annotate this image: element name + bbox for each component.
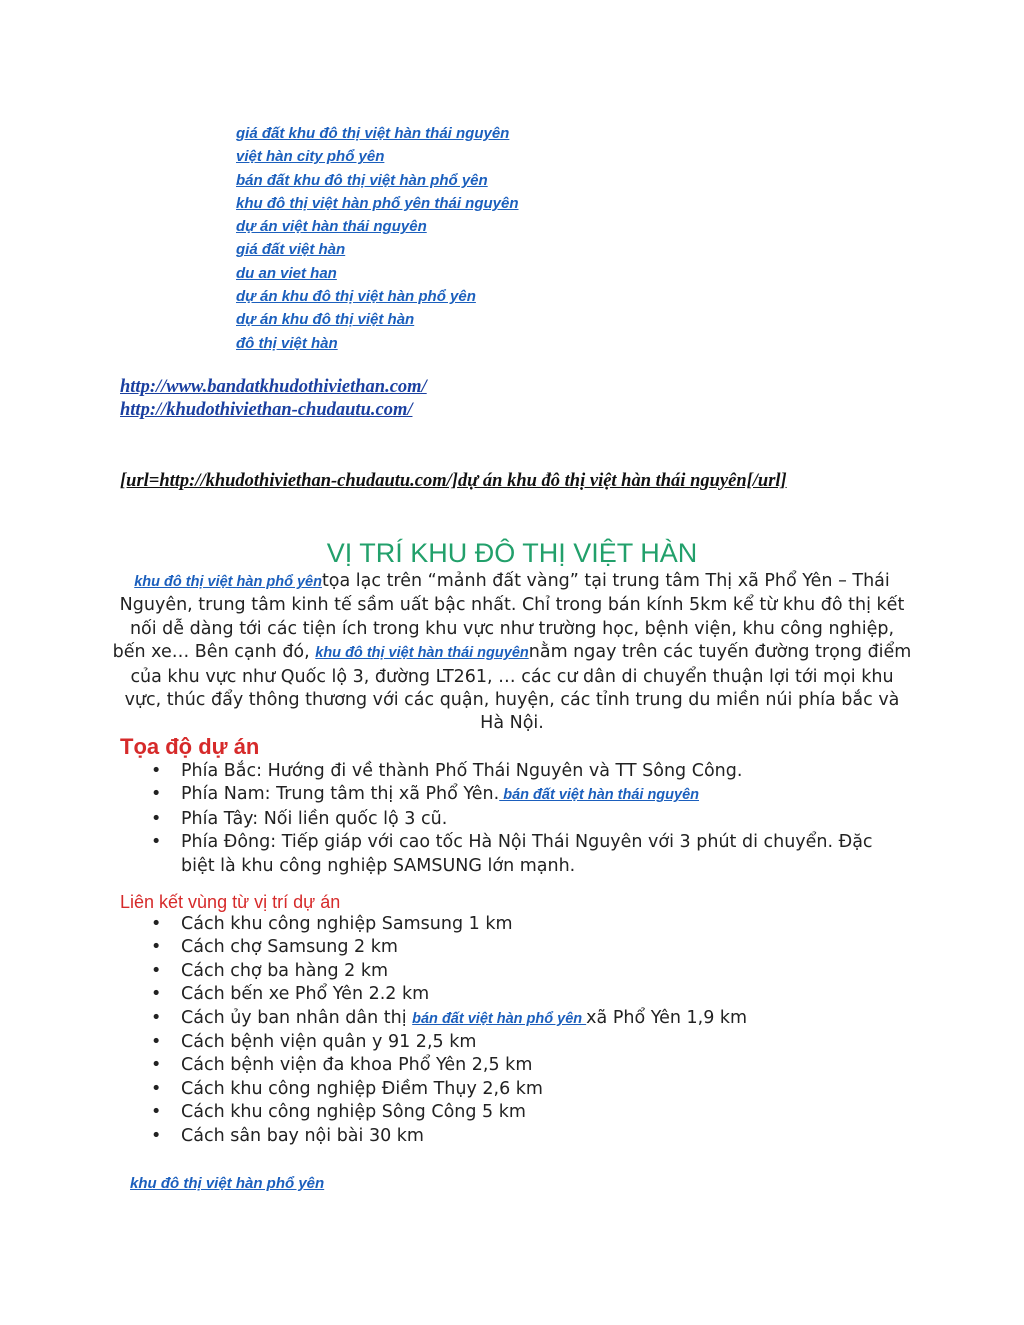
keyword-link-list (236, 122, 519, 355)
list-item (151, 783, 901, 807)
bullet-icon: • (151, 914, 162, 934)
list-item (236, 262, 519, 285)
inline-link[interactable]: bán đất việt hàn thái nguyên (499, 787, 700, 804)
intro-paragraph (112, 570, 912, 736)
footer-link-wrap (130, 1173, 324, 1195)
list-item (151, 831, 901, 878)
list-item (236, 192, 519, 215)
list-item-text: Cách khu công nghiệp Sông Công 5 km (181, 1102, 526, 1123)
bullet-icon: • (151, 960, 162, 981)
list-item (151, 983, 901, 1006)
paragraph-text: nằm ngay trên các tuyến đường trọng điểm của khu vực như Quốc lộ 3, đường LT261, … các cư dân di chuyển thuận lợi tới mọi khu vực, thúc đẩy thông thương với các quận, huyện, các tỉnh trung du miền núi phía bắc và Hà Nội. (124, 642, 912, 734)
list-item-text: Phía Nam: Trung tâm thị xã Phổ Yên. (181, 784, 500, 805)
bullet-icon: • (151, 984, 162, 1005)
list-item-text: Phía Tây: Nối liền quốc lộ 3 cũ. (181, 808, 448, 829)
keyword-link[interactable]: khu đô thị việt hàn phổ yên thái nguyên (236, 194, 519, 212)
distance-list (151, 913, 901, 1148)
keyword-link[interactable]: dự án khu đô thị việt hàn phổ yên (236, 288, 476, 306)
inline-link[interactable]: khu đô thị việt hàn thái nguyên (315, 645, 529, 662)
keyword-link[interactable]: giá đất khu đô thị việt hàn thái nguyên (236, 125, 510, 142)
list-item (236, 308, 519, 331)
bullet-icon: • (151, 1032, 162, 1053)
bullet-icon: • (151, 808, 162, 829)
list-item (151, 1054, 901, 1077)
bullet-icon: • (151, 784, 162, 805)
website-url-link[interactable]: http://khudothiviethan-chudautu.com/ (120, 400, 413, 420)
list-item-text: Cách sân bay nội bài 30 km (181, 1125, 424, 1146)
keyword-link[interactable]: du an viet han (236, 264, 337, 282)
bullet-icon: • (151, 937, 162, 958)
keyword-link[interactable]: đô thị việt hàn (236, 334, 338, 352)
list-item (236, 169, 519, 192)
region-heading: Liên kết vùng từ vị trí dự án (120, 892, 341, 912)
inline-link[interactable]: bán đất việt hàn phổ yên (412, 1010, 587, 1027)
list-item-text: Cách bến xe Phổ Yên 2.2 km (181, 984, 430, 1005)
bullet-icon: • (151, 1125, 162, 1146)
list-item (236, 215, 519, 238)
list-item (151, 1101, 901, 1124)
bullet-icon: • (151, 1102, 162, 1123)
list-item-text: Cách khu công nghiệp Điềm Thụy 2,6 km (181, 1078, 543, 1099)
bullet-icon: • (151, 1055, 162, 1076)
keyword-link[interactable]: dự án việt hàn thái nguyên (236, 218, 427, 236)
list-item-text: Phía Đông: Tiếp giáp với cao tốc Hà Nội Thái Nguyên với 3 phút di chuyển. Đặc biệt là khu công nghiệp SAMSUNG lớn mạnh. (181, 832, 873, 876)
keyword-link[interactable]: giá đất việt hàn (236, 241, 346, 259)
keyword-link[interactable]: bán đất khu đô thị việt hàn phổ yên (236, 171, 488, 189)
bullet-icon: • (151, 761, 162, 781)
list-item (151, 1078, 901, 1101)
list-item (151, 1031, 901, 1054)
list-item (151, 960, 901, 983)
footer-link[interactable]: khu đô thị việt hàn phổ yên (130, 1175, 325, 1192)
list-item (236, 145, 519, 168)
coords-heading: Tọa độ dự án (120, 734, 260, 759)
bbcode-link-text: [url=http://khudothiviethan-chudautu.com/]dự án khu đô thị việt hàn thái nguyên[/url] (120, 471, 787, 491)
list-item (236, 332, 519, 355)
keyword-link[interactable]: việt hàn city phổ yên (236, 148, 385, 166)
paragraph-text: tọa lạc trên “mảnh đất vàng” tại trung tâm Thị xã Phổ Yên – Thái Nguyên, trung tâm kinh tế sầm uất bậc nhất. Chỉ trong bán kính 5km kể từ khu đô thị kết nối dễ dàng tới các tiện ích trong khu vực như trường học, bệnh viện, khu công nghiệp, bến xe… Bên cạnh đó, (112, 571, 905, 663)
list-item (236, 238, 519, 261)
inline-link[interactable]: khu đô thị việt hàn phổ yên (134, 574, 322, 590)
list-item-text: Cách chợ Samsung 2 km (181, 937, 398, 958)
list-item (236, 285, 519, 308)
list-item-text: Cách khu công nghiệp Samsung 1 km (181, 914, 513, 934)
list-item (151, 1007, 901, 1031)
list-item (151, 913, 901, 936)
keyword-link[interactable]: dự án khu đô thị việt hàn (236, 311, 415, 329)
coords-list (151, 760, 901, 878)
bullet-icon: • (151, 1078, 162, 1099)
bullet-icon: • (151, 1007, 162, 1028)
list-item-text: Cách bệnh viện đa khoa Phổ Yên 2,5 km (181, 1055, 533, 1076)
list-item (151, 808, 901, 831)
url-list (120, 376, 427, 422)
website-url-link[interactable]: http://www.bandatkhudothiviethan.com/ (120, 377, 427, 397)
list-item (151, 760, 901, 783)
list-item (151, 936, 901, 959)
section-heading: VỊ TRÍ KHU ĐÔ THỊ VIỆT HÀN (326, 538, 698, 568)
list-item-text: Cách ủy ban nhân dân thị (181, 1007, 413, 1028)
list-item-text: xã Phổ Yên 1,9 km (586, 1007, 748, 1028)
bullet-icon: • (151, 832, 162, 853)
list-item (151, 1125, 901, 1148)
list-item-text: Cách bệnh viện quân y 91 2,5 km (181, 1032, 477, 1053)
list-item-text: Phía Bắc: Hướng đi về thành Phố Thái Nguyên và TT Sông Công. (181, 761, 743, 781)
list-item-text: Cách chợ ba hàng 2 km (181, 960, 389, 981)
list-item (236, 122, 519, 145)
